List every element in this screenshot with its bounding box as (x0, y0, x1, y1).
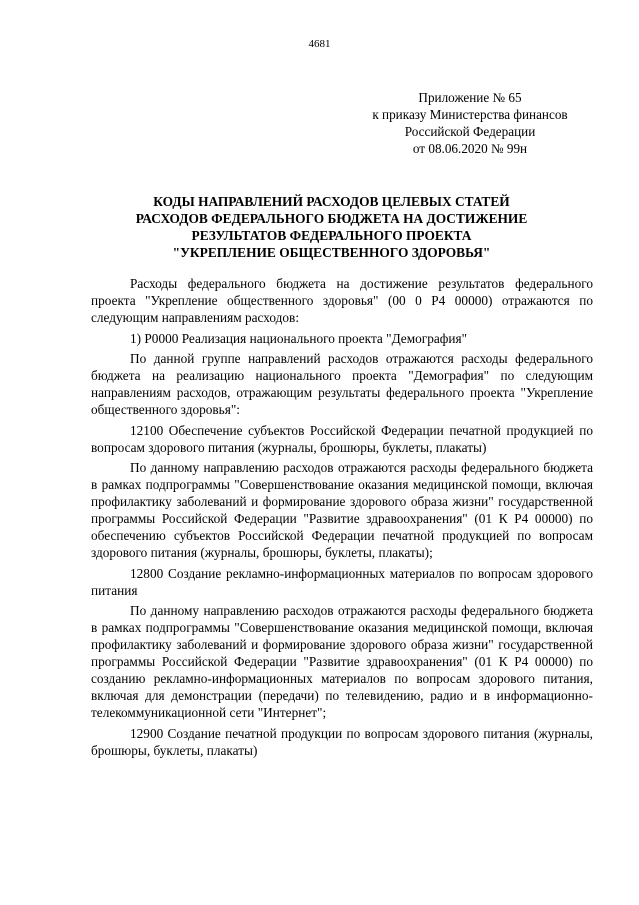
title-line-4: "УКРЕПЛЕНИЕ ОБЩЕСТВЕННОГО ЗДОРОВЬЯ" (172, 245, 491, 260)
body-paragraph: По данной группе направлений расходов отражаются расходы федерального бюджета на реализацию национального проекта "Демография" по следующим направлениям расходов, отражающим результаты федерального проекта "Укрепление общественного здоровья": (91, 351, 593, 417)
body-paragraph: Расходы федерального бюджета на достижение результатов федерального проекта "Укрепление общественного здоровья" (00 0 Р4 00000) отражаются по следующим направлениям расходов: (91, 276, 593, 325)
body-paragraph: По данному направлению расходов отражаются расходы федерального бюджета в рамках подпрограммы "Совершенствование оказания медицинской помощи, включая профилактику заболеваний и формирование здорового образа жизни" государственной программы Российской Федерации "Развитие здравоохранения" (01 К Р4 00000) по обеспечению субъектов Российской Федерации печатной продукцией по вопросам здорового питания (журналы, брошюры, буклеты, плакаты); (91, 460, 593, 560)
body-paragraph: 12900 Создание печатной продукции по вопросам здорового питания (журналы, брошюры, буклеты, плакаты) (91, 725, 593, 758)
document-title (70, 193, 593, 261)
appendix-date: от 08.06.2020 № 99н (412, 141, 528, 156)
title-line-3: РЕЗУЛЬТАТОВ ФЕДЕРАЛЬНОГО ПРОЕКТА (191, 228, 472, 243)
document-body (91, 275, 593, 762)
appendix-block (330, 89, 610, 157)
body-paragraph: По данному направлению расходов отражаются расходы федерального бюджета в рамках подпрограммы "Совершенствование оказания медицинской помощи, включая профилактику заболеваний и формирование здорового образа жизни" государственной программы Российской Федерации "Развитие здравоохранения" (01 К Р4 00000) по созданию рекламно-информационных материалов по вопросам здорового питания, включая для демонстрации (передачи) по телевидению, радио и в информационно-телекоммуникационной сети "Интернет"; (91, 603, 593, 720)
title-line-1: КОДЫ НАПРАВЛЕНИЙ РАСХОДОВ ЦЕЛЕВЫХ СТАТЕЙ (153, 194, 510, 209)
appendix-order-ref: к приказу Министерства финансов (372, 107, 568, 122)
appendix-country: Российской Федерации (404, 124, 536, 139)
appendix-number: Приложение № 65 (418, 90, 522, 105)
body-paragraph: 1) Р0000 Реализация национального проекта "Демография" (130, 330, 468, 346)
body-paragraph: 12100 Обеспечение субъектов Российской Федерации печатной продукцией по вопросам здорового питания (журналы, брошюры, буклеты, плакаты) (91, 422, 593, 455)
body-paragraph: 12800 Создание рекламно-информационных материалов по вопросам здорового питания (91, 565, 593, 598)
page-number: 4681 (308, 38, 331, 50)
title-line-2: РАСХОДОВ ФЕДЕРАЛЬНОГО БЮДЖЕТА НА ДОСТИЖЕНИЕ (135, 211, 528, 226)
